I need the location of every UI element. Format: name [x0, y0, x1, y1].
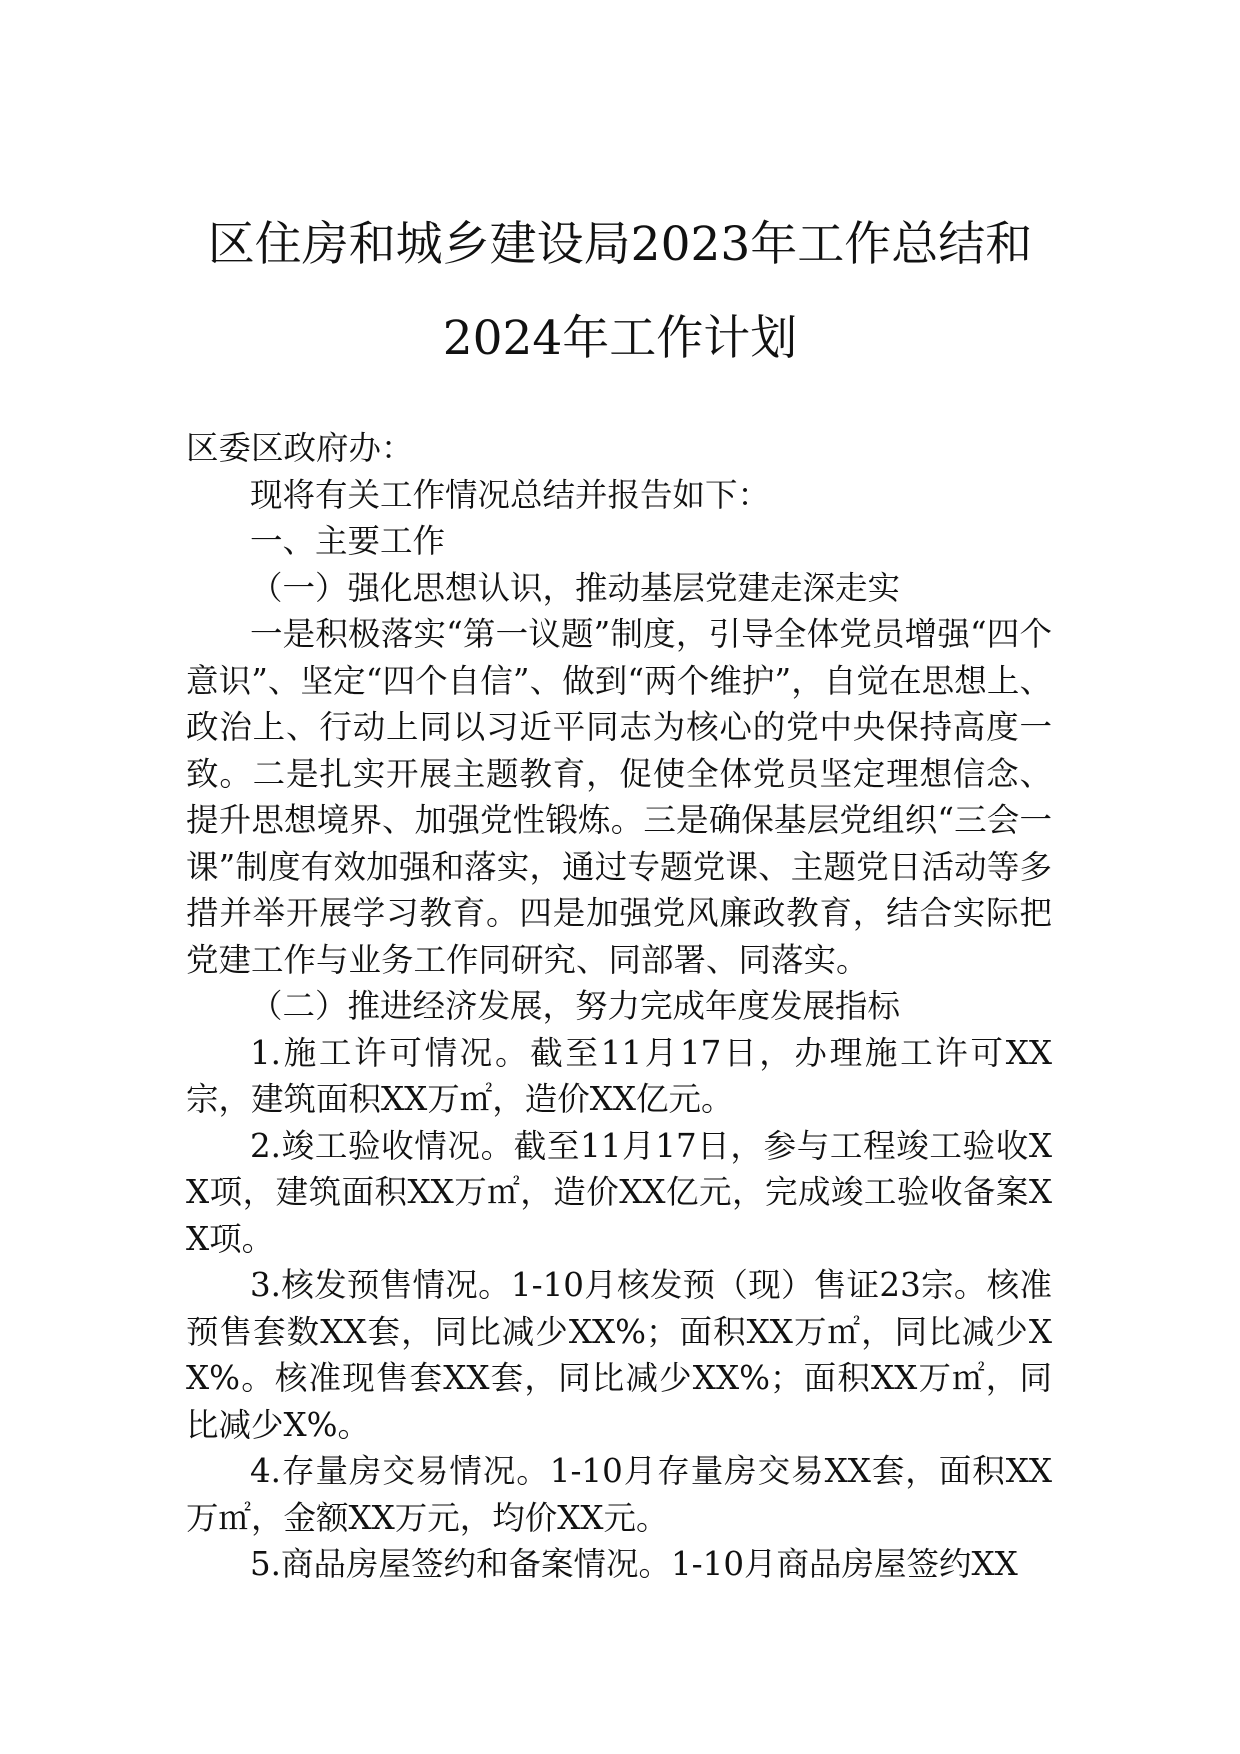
- section-heading: 一、主要工作: [250, 522, 446, 560]
- document-body: [186, 425, 1052, 1588]
- document-title-line-1: 区住房和城乡建设局2023年工作总结和: [207, 217, 1033, 272]
- list-item: 3.核发预售情况。1-10月核发预（现）售证23宗。核准预售套数XX套，同比减少XX%；面积XX万㎡，同比减少XX%。核准现售套XX套，同比减少XX%；面积XX万㎡，同比减少X%。: [186, 1266, 1052, 1444]
- addressee: 区委区政府办：: [186, 429, 414, 467]
- list-item: 4.存量房交易情况。1-10月存量房交易XX套，面积XX万㎡，金额XX万元，均价XX元。: [186, 1452, 1052, 1537]
- document-title-line-2: 2024年工作计划: [442, 311, 798, 366]
- subsection-heading: （二）推进经济发展，努力完成年度发展指标: [250, 987, 901, 1025]
- list-item: 5.商品房屋签约和备案情况。1-10月商品房屋签约XX: [250, 1545, 1018, 1583]
- subsection-heading: （一）强化思想认识，推动基层党建走深走实: [250, 568, 901, 607]
- list-item: 1.施工许可情况。截至11月17日，办理施工许可XX宗，建筑面积XX万㎡，造价XX亿元。: [186, 1033, 1052, 1118]
- intro-paragraph: 现将有关工作情况总结并报告如下：: [250, 475, 771, 514]
- body-paragraph: 一是积极落实“第一议题”制度，引导全体党员增强“四个意识”、坚定“四个自信”、做到“两个维护”，自觉在思想上、政治上、行动上同以习近平同志为核心的党中央保持高度一致。二是扎实开展主题教育，促使全体党员坚定理想信念、提升思想境界、加强党性锻炼。三是确保基层党组织“三会一课”制度有效加强和落实，通过专题党课、主题党日活动等多措并举开展学习教育。四是加强党风廉政教育，结合实际把党建工作与业务工作同研究、同部署、同落实。: [186, 615, 1052, 979]
- list-item: 2.竣工验收情况。截至11月17日，参与工程竣工验收XX项，建筑面积XX万㎡，造价XX亿元，完成竣工验收备案XX项。: [186, 1126, 1052, 1258]
